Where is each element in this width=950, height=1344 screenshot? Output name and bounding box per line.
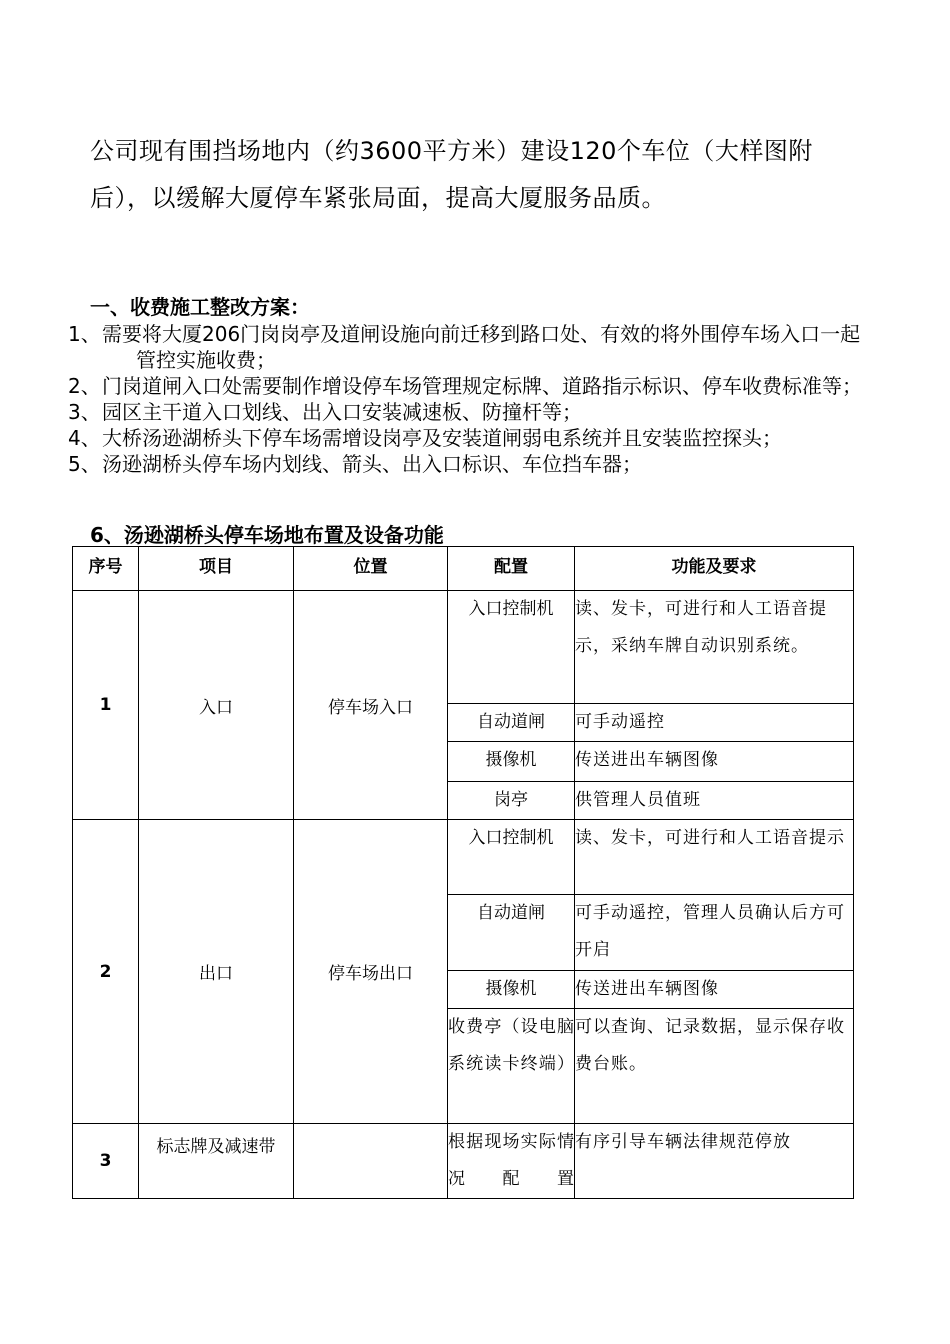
row-config: 根据现场实际情况配置 <box>448 1124 575 1199</box>
list-item: 1、需要将大厦206门岗岗亭及道闸设施向前迁移到路口处、有效的将外围停车场入口一起管控实施收费； <box>68 322 861 372</box>
row-function: 读、发卡，可进行和人工语音提示 <box>575 820 854 895</box>
row-config: 入口控制机 <box>448 591 575 704</box>
row-function: 供管理人员值班 <box>575 782 854 820</box>
row-function: 有序引导车辆法律规范停放 <box>575 1124 854 1199</box>
intro-paragraph: 公司现有围挡场地内（约3600平方米）建设120个车位（大样图附后），以缓解大厦停车紧张局面，提高大厦服务品质。 <box>90 137 813 212</box>
row-config: 自动道闸 <box>448 704 575 742</box>
section-1-heading: 一、收费施工整改方案： <box>90 295 310 319</box>
row-number: 1 <box>73 591 139 820</box>
header-item: 项目 <box>139 547 294 591</box>
section-6-heading: 6、汤逊湖桥头停车场地布置及设备功能 <box>90 523 444 547</box>
row-config: 岗亭 <box>448 782 575 820</box>
row-function: 传送进出车辆图像 <box>575 971 854 1009</box>
table-header-row <box>73 547 854 591</box>
header-config: 配置 <box>448 547 575 591</box>
row-function: 传送进出车辆图像 <box>575 742 854 782</box>
row-number: 3 <box>73 1124 139 1199</box>
row-position: 停车场入口 <box>294 591 448 820</box>
row-config: 入口控制机 <box>448 820 575 895</box>
list-item: 3、园区主干道入口划线、出入口安装减速板、防撞杆等； <box>68 400 582 424</box>
row-config: 自动道闸 <box>448 895 575 971</box>
row-item: 入口 <box>139 591 294 820</box>
row-item: 出口 <box>139 820 294 1124</box>
row-item: 标志牌及减速带 <box>139 1124 294 1199</box>
header-function: 功能及要求 <box>575 547 854 591</box>
table-row <box>73 1124 854 1199</box>
row-position: 停车场出口 <box>294 820 448 1124</box>
row-config: 摄像机 <box>448 971 575 1009</box>
list-item: 2、门岗道闸入口处需要制作增设停车场管理规定标牌、道路指示标识、停车收费标准等； <box>68 374 862 398</box>
list-item: 4、大桥汤逊湖桥头下停车场需增设岗亭及安装道闸弱电系统并且安装监控探头； <box>68 426 782 450</box>
equipment-table <box>72 546 854 1199</box>
row-position <box>294 1124 448 1199</box>
header-position: 位置 <box>294 547 448 591</box>
row-config: 摄像机 <box>448 742 575 782</box>
row-config: 收费亭（设电脑系统读卡终端） <box>448 1009 575 1124</box>
rectification-list <box>68 321 870 477</box>
row-function: 可以查询、记录数据，显示保存收费台账。 <box>575 1009 854 1124</box>
list-item: 5、汤逊湖桥头停车场内划线、箭头、出入口标识、车位挡车器； <box>68 452 642 476</box>
row-function: 读、发卡，可进行和人工语音提示，采纳车牌自动识别系统。 <box>575 591 854 704</box>
table-row <box>73 591 854 704</box>
row-number: 2 <box>73 820 139 1124</box>
row-function: 可手动遥控 <box>575 704 854 742</box>
header-no: 序号 <box>73 547 139 591</box>
table-row <box>73 820 854 895</box>
row-function: 可手动遥控，管理人员确认后方可开启 <box>575 895 854 971</box>
